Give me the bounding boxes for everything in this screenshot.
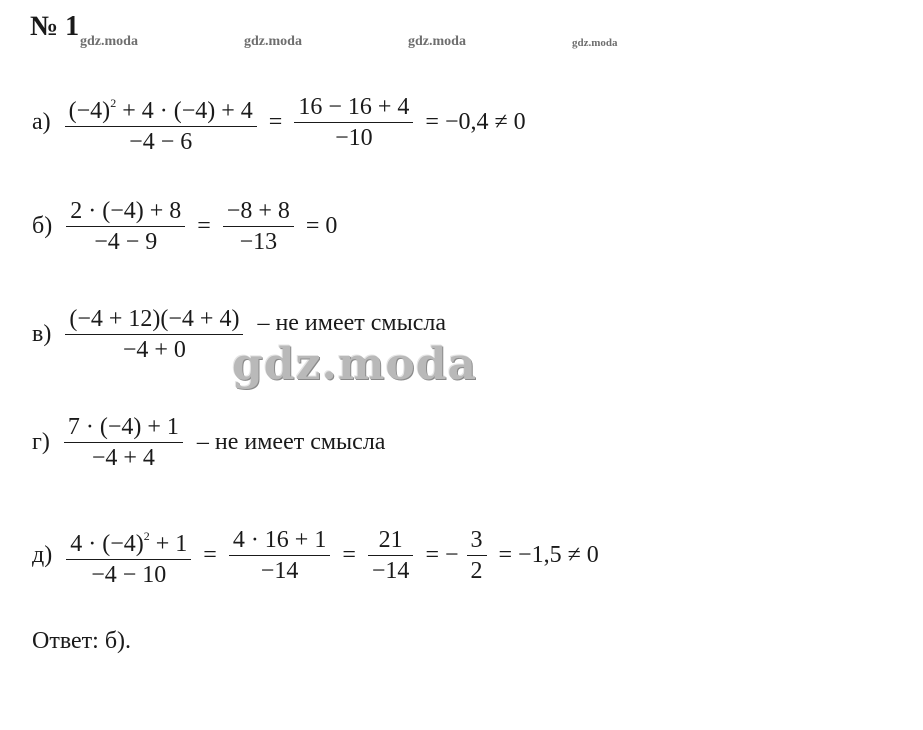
watermark: gdz.moda (80, 34, 138, 49)
numerator: 2 · (−4) + 8 (70, 198, 182, 224)
item-label: г) (32, 429, 50, 455)
equals-sign: = (342, 542, 356, 568)
denominator: −4 − 9 (94, 229, 158, 255)
result-text: – не имеет смысла (257, 310, 447, 336)
numerator: 16 − 16 + 4 (298, 94, 410, 120)
fraction (66, 521, 191, 590)
denominator: 2 (470, 558, 483, 584)
numerator: (−4 + 12)(−4 + 4) (69, 306, 240, 332)
item-label: а) (32, 109, 51, 135)
denominator: −4 − 10 (91, 562, 167, 588)
denominator: −14 (260, 558, 299, 584)
numerator: $4 \cdot (-4)^2 + 1$ (70, 529, 188, 557)
equals-minus: = − (425, 542, 459, 568)
equals-sign: = (197, 213, 211, 239)
fraction (467, 525, 487, 586)
result: = −0,4 ≠ 0 (425, 109, 526, 135)
numerator: 3 (470, 527, 483, 553)
fraction (294, 92, 413, 153)
problem-d (32, 521, 607, 590)
watermark: gdz.moda (572, 37, 618, 49)
answer: Ответ: б). (32, 628, 132, 654)
numerator: 7 · (−4) + 1 (67, 414, 179, 440)
problem-g (32, 412, 385, 473)
result: = −1,5 ≠ 0 (498, 542, 599, 568)
watermark: gdz.moda (244, 34, 302, 49)
numerator: $(-4)^2 + 4 \cdot (-4) + 4$ (68, 96, 253, 124)
denominator: −10 (335, 125, 373, 151)
problem-a (32, 88, 534, 157)
exercise-number: № 1 (30, 11, 80, 42)
watermark: gdz.moda (408, 34, 466, 49)
result: = 0 (305, 213, 338, 239)
fraction (66, 196, 185, 257)
fraction (229, 525, 331, 586)
denominator: −4 + 4 (91, 445, 155, 471)
numerator: 21 (378, 527, 403, 553)
numerator: −8 + 8 (226, 198, 290, 224)
fraction (223, 196, 294, 257)
item-label: д) (32, 542, 53, 568)
fraction (64, 412, 183, 473)
watermark-large: gdz.moda (232, 339, 478, 390)
fraction (368, 525, 414, 586)
fraction (65, 88, 257, 157)
denominator: −4 + 0 (122, 337, 186, 363)
denominator: −13 (239, 229, 278, 255)
denominator: −4 − 6 (129, 129, 193, 155)
result-text: – не имеет смысла (196, 429, 386, 455)
denominator: −14 (371, 558, 410, 584)
item-label: б) (32, 213, 53, 239)
equals-sign: = (268, 109, 283, 135)
numerator: 4 · 16 + 1 (232, 527, 327, 553)
equals-sign: = (203, 542, 217, 568)
item-label: в) (32, 321, 52, 347)
fraction (65, 304, 243, 365)
problem-b (32, 196, 345, 257)
